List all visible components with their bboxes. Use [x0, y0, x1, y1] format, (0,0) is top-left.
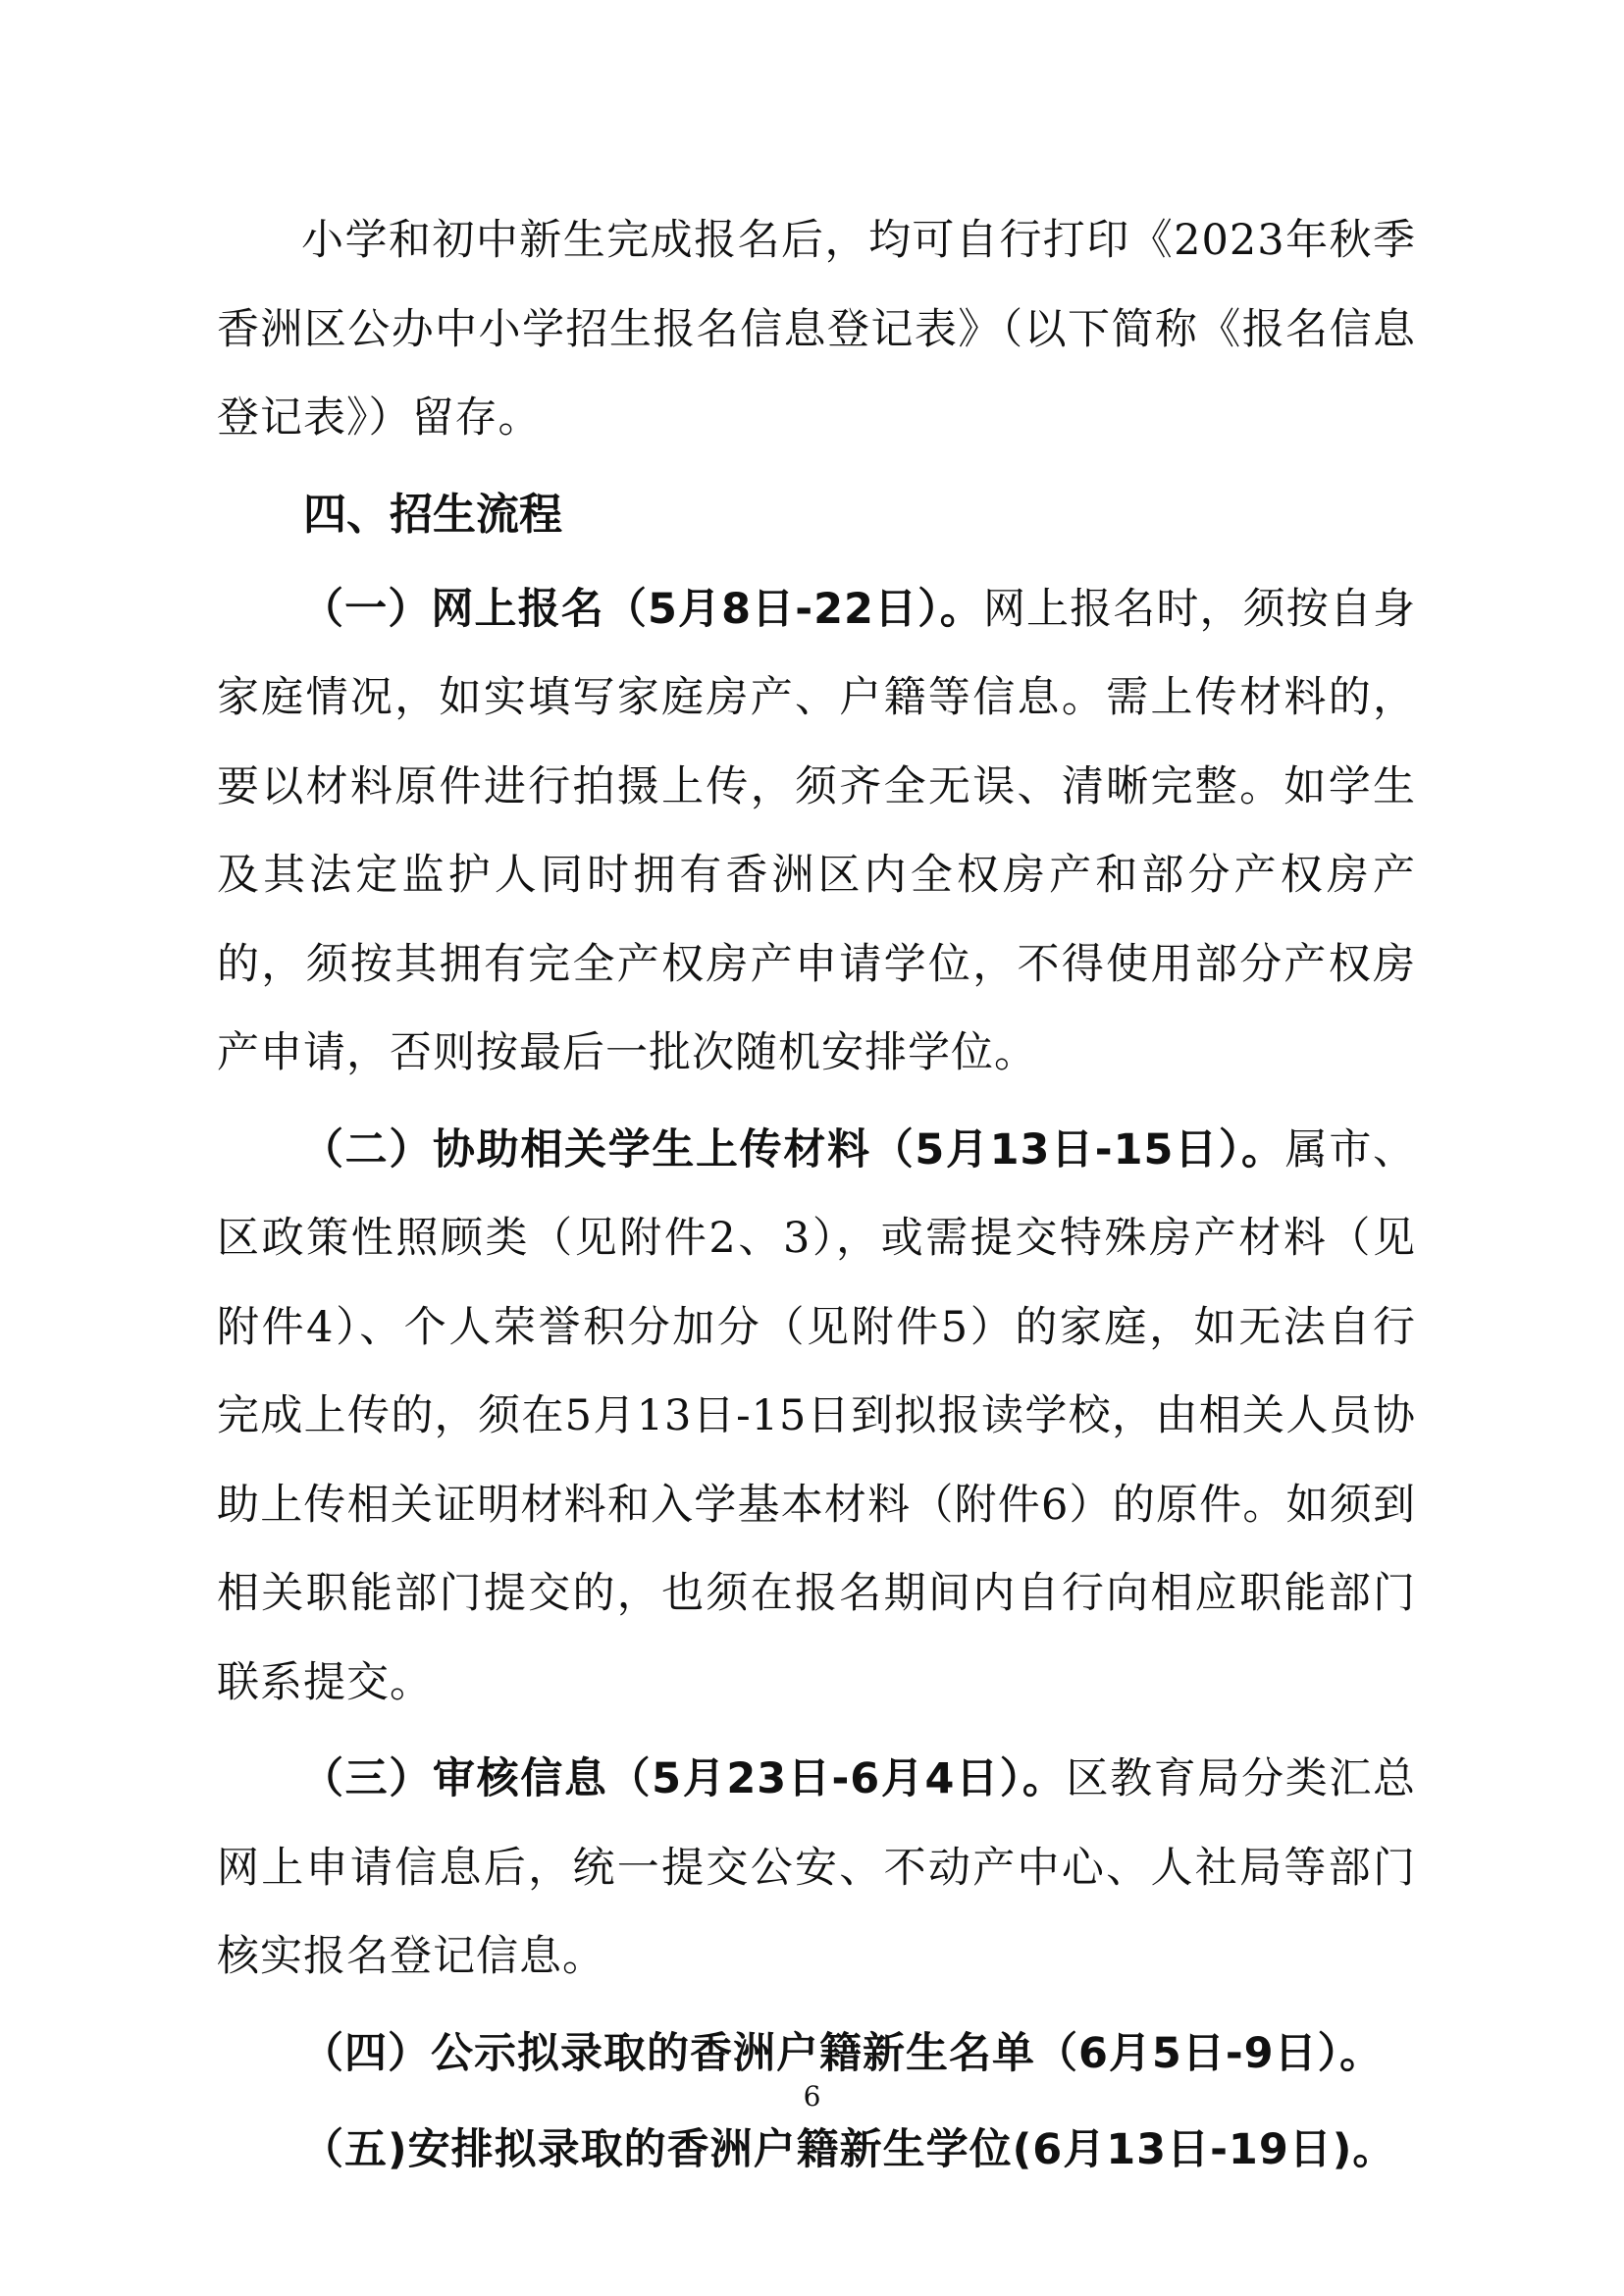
- paragraph-lead: （五)安排拟录取的香洲户籍新生学位(6月13日-19日)。: [301, 2125, 1396, 2174]
- paragraph-upload-assistance: [217, 1106, 1416, 1728]
- paragraph-review-info: [217, 1735, 1416, 2002]
- paragraph-lead: （二）协助相关学生上传材料（5月13日-15日）。: [301, 1124, 1285, 1174]
- paragraph-lead: （四）公示拟录取的香洲户籍新生名单（6月5日-9日）。: [301, 2028, 1384, 2078]
- section-heading: 四、招生流程: [303, 489, 562, 540]
- paragraph-text: 网上报名时，须按自身家庭情况，如实填写家庭房产、户籍等信息。需上传材料的，要以材料原件进行拍摄上传，须齐全无误、清晰完整。如学生及其法定监护人同时拥有香洲区内全权房产和部分产权房产的，须按其拥有完全产权房产申请学位，不得使用部分产权房产申请，否则按最后一批次随机安排学位。: [217, 584, 1417, 1077]
- paragraph-lead: （一）网上报名（5月8日-22日）。: [301, 584, 983, 634]
- paragraph-arrange-places: [217, 2106, 1416, 2195]
- paragraph-text: 小学和初中新生完成报名后，均可自行打印《2023年秋季香洲区公办中小学招生报名信息登记表》（以下简称《报名信息登记表》）留存。: [217, 216, 1416, 443]
- paragraph-text: 区教育局分类汇总网上申请信息后，统一提交公安、不动产中心、人社局等部门核实报名登记信息。: [217, 1754, 1416, 1981]
- paragraph-online-registration: [217, 565, 1416, 1098]
- paragraph-registration-form: [217, 196, 1416, 463]
- document-body: [217, 196, 1416, 2203]
- paragraph-lead: （三）审核信息（5月23日-6月4日）。: [301, 1754, 1067, 1803]
- paragraph-text: 属市、区政策性照顾类（见附件2、3），或需提交特殊房产材料（见附件4）、个人荣誉积分加分（见附件5）的家庭，如无法自行完成上传的，须在5月13日-15日到拟报读学校，由相关人员协助上传相关证明材料和入学基本材料（附件6）的原件。如须到相关职能部门提交的，也须在报名期间内自行向相应职能部门联系提交。: [217, 1124, 1416, 1707]
- page-number: 6: [803, 2080, 821, 2113]
